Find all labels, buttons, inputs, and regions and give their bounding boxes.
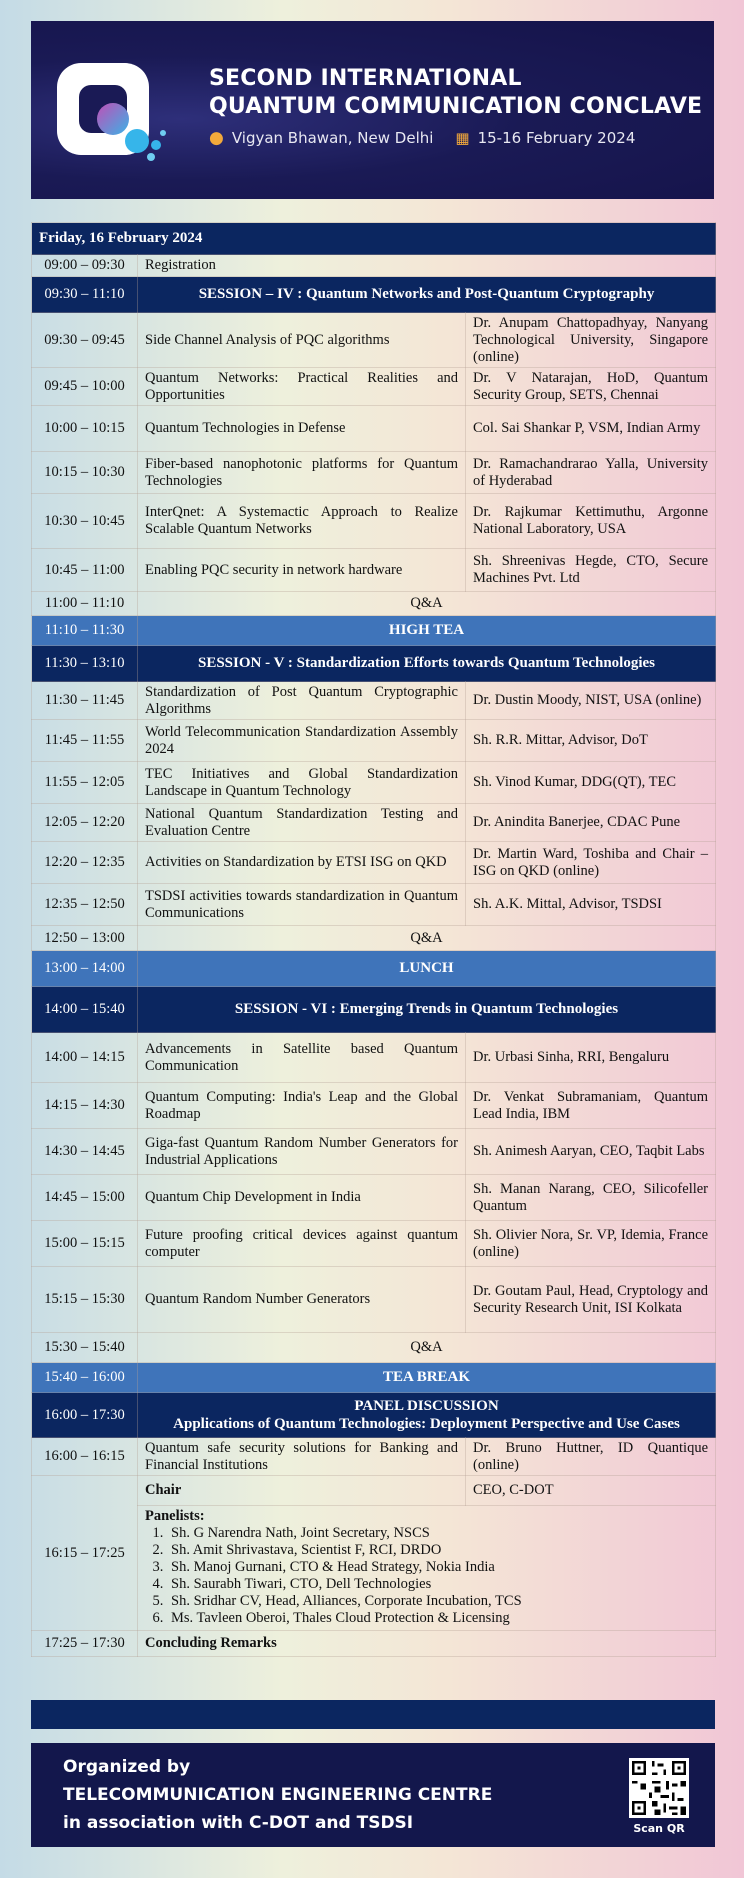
slot-time: 11:30 – 11:45 [32,682,138,720]
session-header-row [32,646,716,682]
registration-row [32,255,716,277]
talk-row [32,762,716,804]
talk-topic: TEC Initiatives and Global Standardization Landscape in Quantum Technology [138,762,466,804]
talk-row [32,1033,716,1083]
schedule-table [31,222,716,1657]
slot-time: 14:15 – 14:30 [32,1083,138,1129]
slot-time: 09:30 – 09:45 [32,313,138,368]
talk-row [32,494,716,549]
break-row [32,951,716,987]
banner-title-line1: SECOND INTERNATIONAL [209,66,522,91]
talk-row [32,1221,716,1267]
footer [31,1743,715,1847]
talk-speaker: Sh. Olivier Nora, Sr. VP, Idemia, France (online) [466,1221,716,1267]
venue: Vigyan Bhawan, New Delhi [231,129,434,147]
talk-row [32,884,716,926]
talk-row [32,406,716,452]
qa-row [32,926,716,951]
slot-time: 09:45 – 10:00 [32,368,138,406]
session-time: 14:00 – 15:40 [32,987,138,1033]
break-row [32,1363,716,1393]
session-time: 16:00 – 17:30 [32,1393,138,1438]
organizer-line1: Organized by [63,1757,191,1777]
talk-speaker: Col. Sai Shankar P, VSM, Indian Army [466,406,716,452]
talk-row [32,804,716,842]
talk-row [32,368,716,406]
talk-topic: Standardization of Post Quantum Cryptographic Algorithms [138,682,466,720]
slot-time: 12:20 – 12:35 [32,842,138,884]
talk-topic: Side Channel Analysis of PQC algorithms [138,313,466,368]
qr-code[interactable] [629,1758,689,1818]
qa-row [32,1333,716,1363]
panelists-cell [138,1506,716,1631]
talk-row [32,1267,716,1333]
slot-time: 12:05 – 12:20 [32,804,138,842]
break-label: TEA BREAK [138,1363,716,1393]
talk-topic: World Telecommunication Standardization Assembly 2024 [138,720,466,762]
break-row [32,616,716,646]
banner-subtitle [209,128,635,148]
session-title: SESSION – IV : Quantum Networks and Post-Quantum Cryptography [138,277,716,313]
talk-speaker: Sh. R.R. Mittar, Advisor, DoT [466,720,716,762]
talk-topic: Quantum Computing: India's Leap and the Global Roadmap [138,1083,466,1129]
talk-row [32,1175,716,1221]
slot-time: 11:55 – 12:05 [32,762,138,804]
talk-topic: Fiber-based nanophotonic platforms for Quantum Technologies [138,452,466,494]
talk-topic: Quantum Random Number Generators [138,1267,466,1333]
slot-time: 16:00 – 16:15 [32,1438,138,1476]
talk-topic: Giga-fast Quantum Random Number Generators for Industrial Applications [138,1129,466,1175]
panel-title [138,1393,716,1438]
talk-speaker: Dr. Anupam Chattopadhyay, Nanyang Technological University, Singapore (online) [466,313,716,368]
panel-title-line1: PANEL DISCUSSION [354,1398,499,1414]
talk-speaker: Dr. Urbasi Sinha, RRI, Bengaluru [466,1033,716,1083]
organizer-line3: in association with C-DOT and TSDSI [63,1813,414,1833]
talk-topic: National Quantum Standardization Testing and Evaluation Centre [138,804,466,842]
session-header-row [32,277,716,313]
day-label: Friday, 16 February 2024 [32,223,716,255]
talk-row [32,1438,716,1476]
session-header-row [32,987,716,1033]
location-pin-icon: ● [209,128,224,148]
talk-row [32,1129,716,1175]
slot-time: 15:00 – 15:15 [32,1221,138,1267]
talk-topic: Advancements in Satellite based Quantum Communication [138,1033,466,1083]
slot-time: 10:45 – 11:00 [32,549,138,592]
panelists-label: Panelists: [145,1508,205,1524]
panel-header-row [32,1393,716,1438]
panelist: 5. Sh. Sridhar CV, Head, Alliances, Corporate Incubation, TCS [167,1593,708,1610]
slot-time: 10:00 – 10:15 [32,406,138,452]
banner-title-line2: QUANTUM COMMUNICATION CONCLAVE [209,94,703,119]
talk-row [32,452,716,494]
chair-row [32,1476,716,1506]
session-title: SESSION - VI : Emerging Trends in Quantum Technologies [138,987,716,1033]
talk-speaker: Dr. Dustin Moody, NIST, USA (online) [466,682,716,720]
slot-time: 17:25 – 17:30 [32,1631,138,1657]
slot-time: 11:00 – 11:10 [32,592,138,616]
conclave-logo [53,53,175,175]
break-label: LUNCH [138,951,716,987]
session-title: SESSION - V : Standardization Efforts towards Quantum Technologies [138,646,716,682]
talk-topic: Quantum Networks: Practical Realities and Opportunities [138,368,466,406]
talk-topic: Enabling PQC security in network hardware [138,549,466,592]
talk-speaker: Sh. A.K. Mittal, Advisor, TSDSI [466,884,716,926]
slot-time: 11:10 – 11:30 [32,616,138,646]
session-time: 11:30 – 13:10 [32,646,138,682]
talk-speaker: Dr. Goutam Paul, Head, Cryptology and Security Research Unit, ISI Kolkata [466,1267,716,1333]
organizer-line2: TELECOMMUNICATION ENGINEERING CENTRE [63,1785,493,1805]
panelist: 1. Sh. G Narendra Nath, Joint Secretary, NSCS [167,1525,708,1542]
talk-row [32,842,716,884]
talk-speaker: Dr. Ramachandrarao Yalla, University of Hyderabad [466,452,716,494]
slot-time: 10:15 – 10:30 [32,452,138,494]
slot-time: 09:00 – 09:30 [32,255,138,277]
qa-row [32,592,716,616]
slot-time: 10:30 – 10:45 [32,494,138,549]
talk-topic: Quantum Technologies in Defense [138,406,466,452]
slot-time: 16:15 – 17:25 [32,1476,138,1631]
talk-speaker: Sh. Manan Narang, CEO, Silicofeller Quantum [466,1175,716,1221]
qa-label: Q&A [138,926,716,951]
qa-label: Q&A [138,1333,716,1363]
qa-label: Q&A [138,592,716,616]
talk-row [32,313,716,368]
talk-topic: Activities on Standardization by ETSI ISG on QKD [138,842,466,884]
panelist: 2. Sh. Amit Shrivastava, Scientist F, RCI, DRDO [167,1542,708,1559]
chair-name: CEO, C-DOT [466,1476,716,1506]
scan-qr-label: Scan QR [633,1822,685,1835]
talk-topic: TSDSI activities towards standardization in Quantum Communications [138,884,466,926]
event-banner [31,21,714,199]
slot-time: 15:40 – 16:00 [32,1363,138,1393]
talk-speaker: Sh. Shreenivas Hegde, CTO, Secure Machines Pvt. Ltd [466,549,716,592]
panelist: 3. Sh. Manoj Gurnani, CTO & Head Strategy, Nokia India [167,1559,708,1576]
break-label: HIGH TEA [138,616,716,646]
event-dates: 15-16 February 2024 [477,129,636,147]
talk-topic: Quantum Chip Development in India [138,1175,466,1221]
slot-time: 11:45 – 11:55 [32,720,138,762]
talk-speaker: Sh. Vinod Kumar, DDG(QT), TEC [466,762,716,804]
slot-time: 15:15 – 15:30 [32,1267,138,1333]
chair-label: Chair [138,1476,466,1506]
talk-speaker: Dr. Venkat Subramaniam, Quantum Lead India, IBM [466,1083,716,1129]
panel-title-line2: Applications of Quantum Technologies: Deployment Perspective and Use Cases [173,1416,680,1432]
slot-time: 13:00 – 14:00 [32,951,138,987]
slot-time: 12:35 – 12:50 [32,884,138,926]
day-header-row [32,223,716,255]
talk-speaker: Sh. Animesh Aaryan, CEO, Taqbit Labs [466,1129,716,1175]
panelist: 4. Sh. Saurabh Tiwari, CTO, Dell Technologies [167,1576,708,1593]
talk-speaker: Dr. Martin Ward, Toshiba and Chair – ISG on QKD (online) [466,842,716,884]
talk-speaker: Dr. Anindita Banerjee, CDAC Pune [466,804,716,842]
talk-speaker: Dr. Rajkumar Kettimuthu, Argonne National Laboratory, USA [466,494,716,549]
talk-row [32,549,716,592]
organizer-block [63,1753,492,1837]
registration-label: Registration [138,255,716,277]
banner-title [209,65,702,121]
slot-time: 14:00 – 14:15 [32,1033,138,1083]
divider-bar [31,1700,715,1729]
panelist: 6. Ms. Tavleen Oberoi, Thales Cloud Protection & Licensing [167,1610,708,1627]
talk-row [32,1083,716,1129]
panelists-list [145,1525,708,1627]
slot-time: 15:30 – 15:40 [32,1333,138,1363]
calendar-icon: ▦ [455,129,470,147]
talk-row [32,720,716,762]
closing-row [32,1631,716,1657]
closing-label: Concluding Remarks [138,1631,716,1657]
talk-topic: Future proofing critical devices against quantum computer [138,1221,466,1267]
slot-time: 12:50 – 13:00 [32,926,138,951]
session-time: 09:30 – 11:10 [32,277,138,313]
talk-topic: InterQnet: A Systemactic Approach to Realize Scalable Quantum Networks [138,494,466,549]
slot-time: 14:45 – 15:00 [32,1175,138,1221]
talk-speaker: Dr. Bruno Huttner, ID Quantique (online) [466,1438,716,1476]
slot-time: 14:30 – 14:45 [32,1129,138,1175]
talk-speaker: Dr. V Natarajan, HoD, Quantum Security Group, SETS, Chennai [466,368,716,406]
talk-row [32,682,716,720]
talk-topic: Quantum safe security solutions for Banking and Financial Institutions [138,1438,466,1476]
